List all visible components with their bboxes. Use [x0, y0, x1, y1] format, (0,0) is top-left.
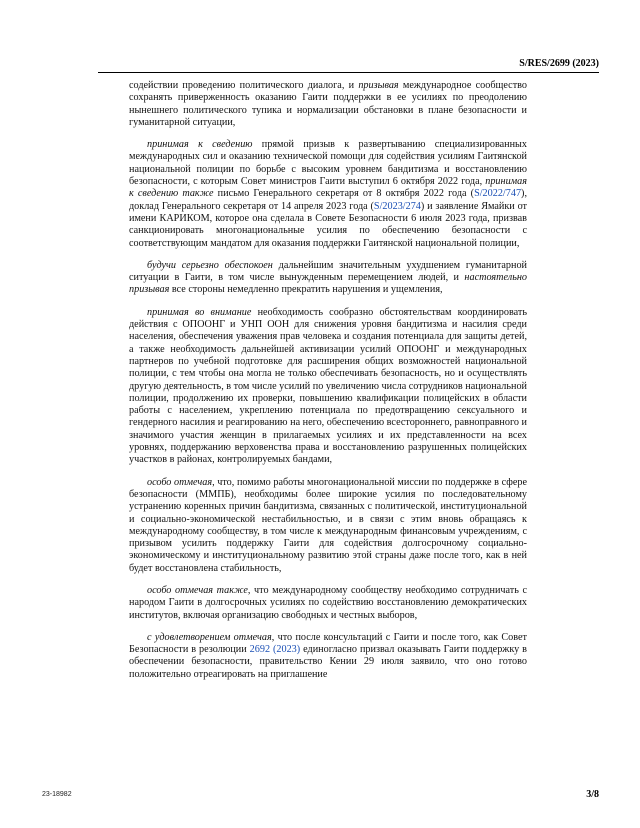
- paragraph-taking-note: [129, 139, 527, 250]
- italic-phrase: принимая во внимание: [147, 306, 252, 318]
- text-run: ) и заявление Ямайки от имени КАРИКОМ, которое она сделала в Совете Безопасности 6 июля 2023 года, призвав санкционировать многонациональные усилия по обеспечению безопасности с соответствующим мандатом для оказания поддержки Гаитянской национальной полиции,: [129, 200, 527, 249]
- text-run: , что, помимо работы многонациональной миссии по поддержке в сфере безопасности (ММПБ), необходимы более широкие усилия по последовательному устранению коренных причин бандитизма, связанных с политической, институциональной и социально-экономической нестабильностью, и в связи с этим вновь обращаясь к международному сообществу, в том числе к международным финансовым учреждениям, с призывом усилить поддержку Гаити для содействия долгосрочному социально-экономическому и институциональному развитию этой страны даже после того, как в ней будет восстановлена стабильность,: [129, 476, 527, 574]
- text-run: , что после консультаций с Гаити и после того, как Совет Безопасности в резолюции: [129, 631, 527, 656]
- paragraph-underscoring: [129, 477, 527, 575]
- text-run: дальнейшим значительным ухудшением гуманитарной ситуации в Гаити, в том числе вынужденным перемещением людей, и: [129, 259, 528, 284]
- document-number: 23-18982: [42, 791, 72, 798]
- italic-phrase: принимая к сведению: [147, 139, 253, 151]
- document-reference-link[interactable]: S/2023/274: [373, 200, 421, 212]
- text-run: содействии проведению политического диалога, и: [129, 80, 359, 91]
- italic-phrase: с удовлетворением отмечая: [147, 631, 272, 643]
- italic-phrase: настоятельно призывая: [129, 272, 527, 296]
- document-symbol: S/RES/2699 (2023): [519, 58, 599, 69]
- italic-phrase: принимая к сведению также: [129, 176, 527, 200]
- paragraph-gravely-concerned: [129, 260, 527, 297]
- document-body: [129, 80, 527, 691]
- text-run: письмо Генерального секретаря от 8 октября 2022 года (: [213, 188, 475, 200]
- document-reference-link[interactable]: S/2022/747: [474, 188, 522, 200]
- document-reference-link[interactable]: 2692 (2023): [249, 644, 301, 656]
- page-number: 3/8: [586, 789, 599, 800]
- italic-phrase: особо отмечая также: [147, 584, 248, 596]
- paragraph-underscoring-also: [129, 585, 527, 622]
- text-run: ), доклад Генерального секретаря от 14 апреля 2023 года (: [129, 188, 527, 212]
- paragraph-continuation: [129, 80, 527, 129]
- text-run: единогласно призвал оказывать Гаити поддержку в обеспечении безопасности, правительство Кении 29 июля заявило, что оно готово положительно отреагировать на приглашение: [129, 644, 527, 680]
- text-run: , что международному сообществу необходимо сотрудничать с народом Гаити в долгосрочных усилиях по содействию восстановлению демократических институтов, включая организацию свободных и честных выборов,: [129, 584, 528, 621]
- text-run: прямой призыв к развертыванию специализированных международных сил и оказанию технической помощи для содействия усилиям Гаитянской национальной полиции по борьбе с высоким уровнем бандитизма и восстановлению безопасности, с которым Совет министров Гаити выступил 6 октября 2022 года,: [129, 139, 527, 188]
- italic-phrase: будучи серьезно обеспокоен: [147, 259, 273, 271]
- header-rule: [98, 72, 599, 73]
- text-run: все стороны немедленно прекратить нарушения и ущемления,: [169, 284, 443, 296]
- text-run: международное сообщество сохранять приверженность оказанию Гаити поддержки в ее усилиях по преодолению нынешнего политического тупика и нормализации обстановки в плане безопасности и гуманитарной ситуации,: [129, 80, 527, 128]
- paragraph-welcoming: [129, 632, 527, 681]
- text-run: необходимость сообразно обстоятельствам координировать действия с ОПООНГ и УНП ООН для снижения уровня бандитизма и насилия среди населения, обеспечения уважения прав человека и создания потенциала для защиты детей, а также необходимость дальнейшей активизации усилий ОПООНГ и международных партнеров по учебной подготовке для расширения общих возможностей национальной полиции, с тем чтобы она могла не только обеспечивать безопасность, но и осуществлять другую деятельность, в том числе усилий по увеличению числа сотрудников национальной полиции, продолжению их проверки, повышению квалификации полицейских в области работы с населением, укреплению потенциала по предотвращению сексуального и гендерного насилия и реагированию на него, обеспечению всестороннего, равноправного и значимого участия женщин в прилагаемых усилиях и их представленности на всех уровнях, поддержанию верховенства права и восстановлению разрушенных полицейских участков в районах, контролируемых бандами,: [129, 306, 528, 466]
- italic-phrase: особо отмечая: [147, 476, 213, 488]
- italic-phrase: призывая: [358, 80, 399, 91]
- paragraph-taking-into-account: [129, 307, 527, 467]
